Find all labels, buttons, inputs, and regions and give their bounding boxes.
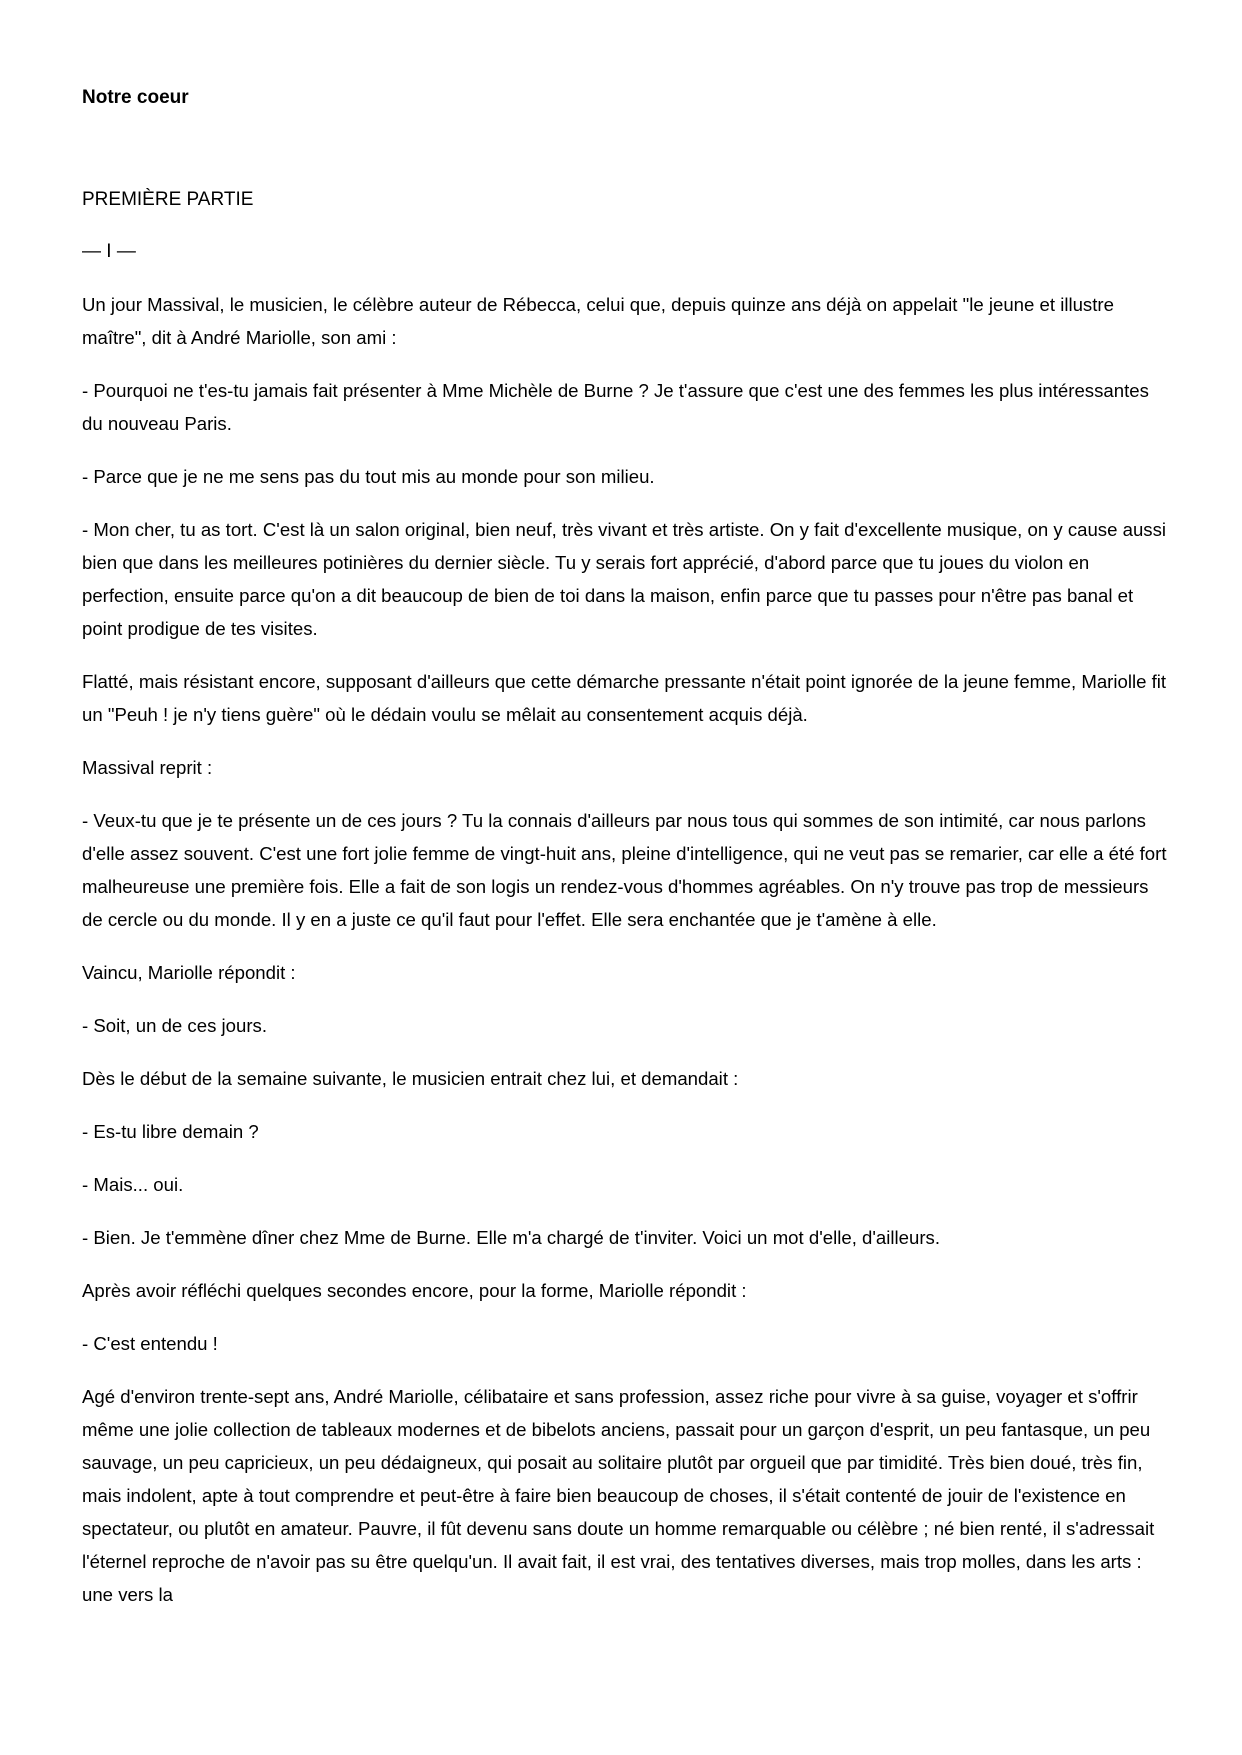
paragraph: Un jour Massival, le musicien, le célèbre auteur de Rébecca, celui que, depuis quinze ans déjà on appelait "le jeune et illustre maître", dit à André Mariolle, son ami : [82, 294, 1114, 348]
document-title: Notre coeur [82, 87, 189, 108]
chapter-heading: — I — [82, 241, 136, 262]
paragraph: - Bien. Je t'emmène dîner chez Mme de Burne. Elle m'a chargé de t'inviter. Voici un mot d'elle, d'ailleurs. [82, 1227, 940, 1248]
paragraph: - Mon cher, tu as tort. C'est là un salon original, bien neuf, très vivant et très artiste. On y fait d'excellente musique, on y cause aussi bien que dans les meilleures potinières du dernier siècle. Tu y serais fort apprécié, d'abord parce que tu joues du violon en perfection, ensuite parce qu'on a dit beaucoup de bien de toi dans la maison, enfin parce que tu passes pour n'être pas banal et point prodigue de tes visites. [82, 519, 1167, 639]
paragraph: - Es-tu libre demain ? [82, 1121, 259, 1142]
document-page [82, 82, 1172, 1611]
part-heading: PREMIÈRE PARTIE [82, 189, 254, 210]
paragraph: - Soit, un de ces jours. [82, 1015, 267, 1036]
body-text [82, 288, 1172, 1611]
paragraph: - Pourquoi ne t'es-tu jamais fait présenter à Mme Michèle de Burne ? Je t'assure que c'est une des femmes les plus intéressantes du nouveau Paris. [82, 380, 1149, 434]
paragraph: Dès le début de la semaine suivante, le musicien entrait chez lui, et demandait : [82, 1068, 739, 1089]
paragraph: Vaincu, Mariolle répondit : [82, 962, 296, 983]
paragraph: Agé d'environ trente-sept ans, André Mariolle, célibataire et sans profession, assez riche pour vivre à sa guise, voyager et s'offrir même une jolie collection de tableaux modernes et de bibelots anciens, passait pour un garçon d'esprit, un peu fantasque, un peu sauvage, un peu capricieux, un peu dédaigneux, qui posait au solitaire plutôt par orgueil que par timidité. Très bien doué, très fin, mais indolent, apte à tout comprendre et peut-être à faire bien beaucoup de choses, il s'était contenté de jouir de l'existence en spectateur, ou plutôt en amateur. Pauvre, il fût devenu sans doute un homme remarquable ou célèbre ; né bien renté, il s'adressait l'éternel reproche de n'avoir pas su être quelqu'un. Il avait fait, il est vrai, des tentatives diverses, mais trop molles, dans les arts : une vers la [82, 1386, 1155, 1605]
paragraph: - Veux-tu que je te présente un de ces jours ? Tu la connais d'ailleurs par nous tous qui sommes de son intimité, car nous parlons d'elle assez souvent. C'est une fort jolie femme de vingt-huit ans, pleine d'intelligence, qui ne veut pas se remarier, car elle a été fort malheureuse une première fois. Elle a fait de son logis un rendez-vous d'hommes agréables. On n'y trouve pas trop de messieurs de cercle ou du monde. Il y en a juste ce qu'il faut pour l'effet. Elle sera enchantée que je t'amène à elle. [82, 810, 1167, 930]
paragraph: - Mais... oui. [82, 1174, 184, 1195]
paragraph: Flatté, mais résistant encore, supposant d'ailleurs que cette démarche pressante n'était point ignorée de la jeune femme, Mariolle fit un "Peuh ! je n'y tiens guère" où le dédain voulu se mêlait au consentement acquis déjà. [82, 671, 1167, 725]
paragraph: Après avoir réfléchi quelques secondes encore, pour la forme, Mariolle répondit : [82, 1280, 747, 1301]
paragraph: - Parce que je ne me sens pas du tout mis au monde pour son milieu. [82, 466, 655, 487]
paragraph: Massival reprit : [82, 757, 213, 778]
paragraph: - C'est entendu ! [82, 1333, 218, 1354]
